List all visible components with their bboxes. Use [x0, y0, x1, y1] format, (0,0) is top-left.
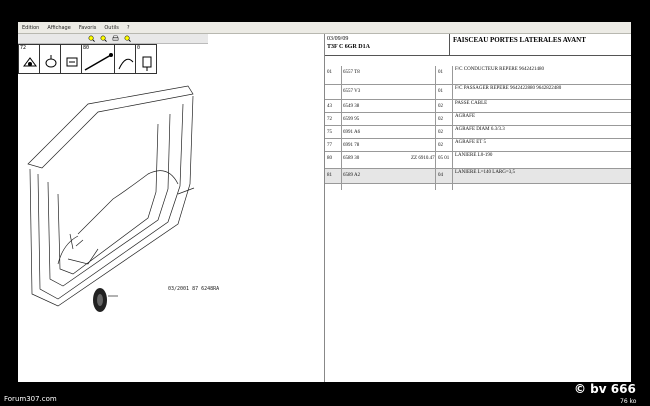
table-row[interactable]: [325, 85, 631, 100]
header-code: T3F C 6GR D1A: [327, 44, 370, 50]
cell-ref2: ZZ 6910.47: [411, 156, 435, 161]
page-title: FAISCEAU PORTES LATERALES AVANT: [453, 36, 586, 44]
menu-favoris[interactable]: Favoris: [78, 24, 97, 31]
header-divider: [449, 34, 450, 55]
table-row[interactable]: [325, 152, 631, 169]
table-row[interactable]: [325, 139, 631, 152]
cell-ref: 81: [327, 173, 332, 178]
cell-ref: 75: [327, 130, 332, 135]
table-row[interactable]: [325, 126, 631, 139]
cell-desc: PASSE CABLE: [455, 101, 488, 106]
cell-qty: 02: [438, 143, 443, 148]
column-divider: [435, 66, 436, 190]
column-divider: [341, 66, 342, 190]
zoom-out-icon[interactable]: [100, 35, 107, 42]
zoom-in-icon[interactable]: [88, 35, 95, 42]
table-row[interactable]: [325, 113, 631, 126]
cell-part: 6557 T8: [343, 70, 360, 75]
cell-part: 6991 78: [343, 143, 360, 148]
diagram-toolbar: [18, 34, 208, 44]
watermark-author: © bv 666: [574, 382, 636, 396]
cell-desc: LANIERE L=140 LARG=3,5: [455, 170, 515, 175]
thumbnail-label: 72: [20, 45, 27, 51]
zoom-fit-icon[interactable]: [124, 35, 131, 42]
thumbnail-label: 0: [137, 45, 141, 51]
diagram-reference: 03/2001 87 6248RA: [168, 286, 220, 292]
menu-affichage[interactable]: Affichage: [47, 24, 71, 31]
door-wiring-diagram: [18, 64, 324, 364]
cell-desc: F/C PASSAGER REPERE 9642422880 9642822480: [455, 86, 562, 91]
cell-part: 6557 V3: [343, 89, 361, 94]
cell-part: 6599 95: [343, 117, 360, 122]
cell-qty: 02: [438, 117, 443, 122]
cell-ref: 43: [327, 104, 332, 109]
cell-ref: 77: [327, 143, 332, 148]
watermark-forum: Forum307.com: [4, 395, 57, 403]
cell-qty: 01: [438, 70, 443, 75]
diagram-pane: [18, 34, 324, 382]
table-row[interactable]: [325, 66, 631, 85]
cell-part: 6991 A6: [343, 130, 361, 135]
cell-part: 6589 30: [343, 156, 360, 161]
cell-qty: 01: [438, 89, 443, 94]
table-row[interactable]: [325, 169, 631, 184]
cell-qty: 05 01: [438, 156, 450, 161]
cell-ref: 01: [327, 70, 332, 75]
parts-header: [325, 34, 631, 56]
cell-qty: 04: [438, 173, 443, 178]
cell-qty: 02: [438, 104, 443, 109]
cell-ref: 72: [327, 117, 332, 122]
table-row[interactable]: [325, 100, 631, 113]
header-date: 03/09/09: [327, 36, 349, 42]
parts-catalog-window: [18, 22, 631, 382]
thumbnail-label: 80: [83, 45, 90, 51]
menu-help[interactable]: ?: [126, 24, 130, 31]
parts-list-pane: [325, 34, 631, 382]
watermark-size: 76 ko: [620, 398, 637, 405]
menu-bar: [18, 22, 631, 34]
cell-part: 6549 38: [343, 104, 360, 109]
cell-desc: LANIERE L0-190: [455, 153, 493, 158]
cell-desc: AGRAFE: [455, 114, 476, 119]
cell-part: 6589 A2: [343, 173, 361, 178]
cell-qty: 02: [438, 130, 443, 135]
print-icon[interactable]: [112, 35, 119, 42]
cell-desc: F/C CONDUCTEUR REPERE 9642421480: [455, 67, 545, 72]
cell-desc: AGRAFE ET 5: [455, 140, 487, 145]
column-divider: [452, 66, 453, 190]
menu-outils[interactable]: Outils: [104, 24, 119, 31]
menu-edition[interactable]: Edition: [22, 24, 40, 31]
cell-ref: 80: [327, 156, 332, 161]
cell-desc: AGRAFE DIAM 6.3/3.3: [455, 127, 505, 132]
parts-table: [325, 66, 631, 184]
